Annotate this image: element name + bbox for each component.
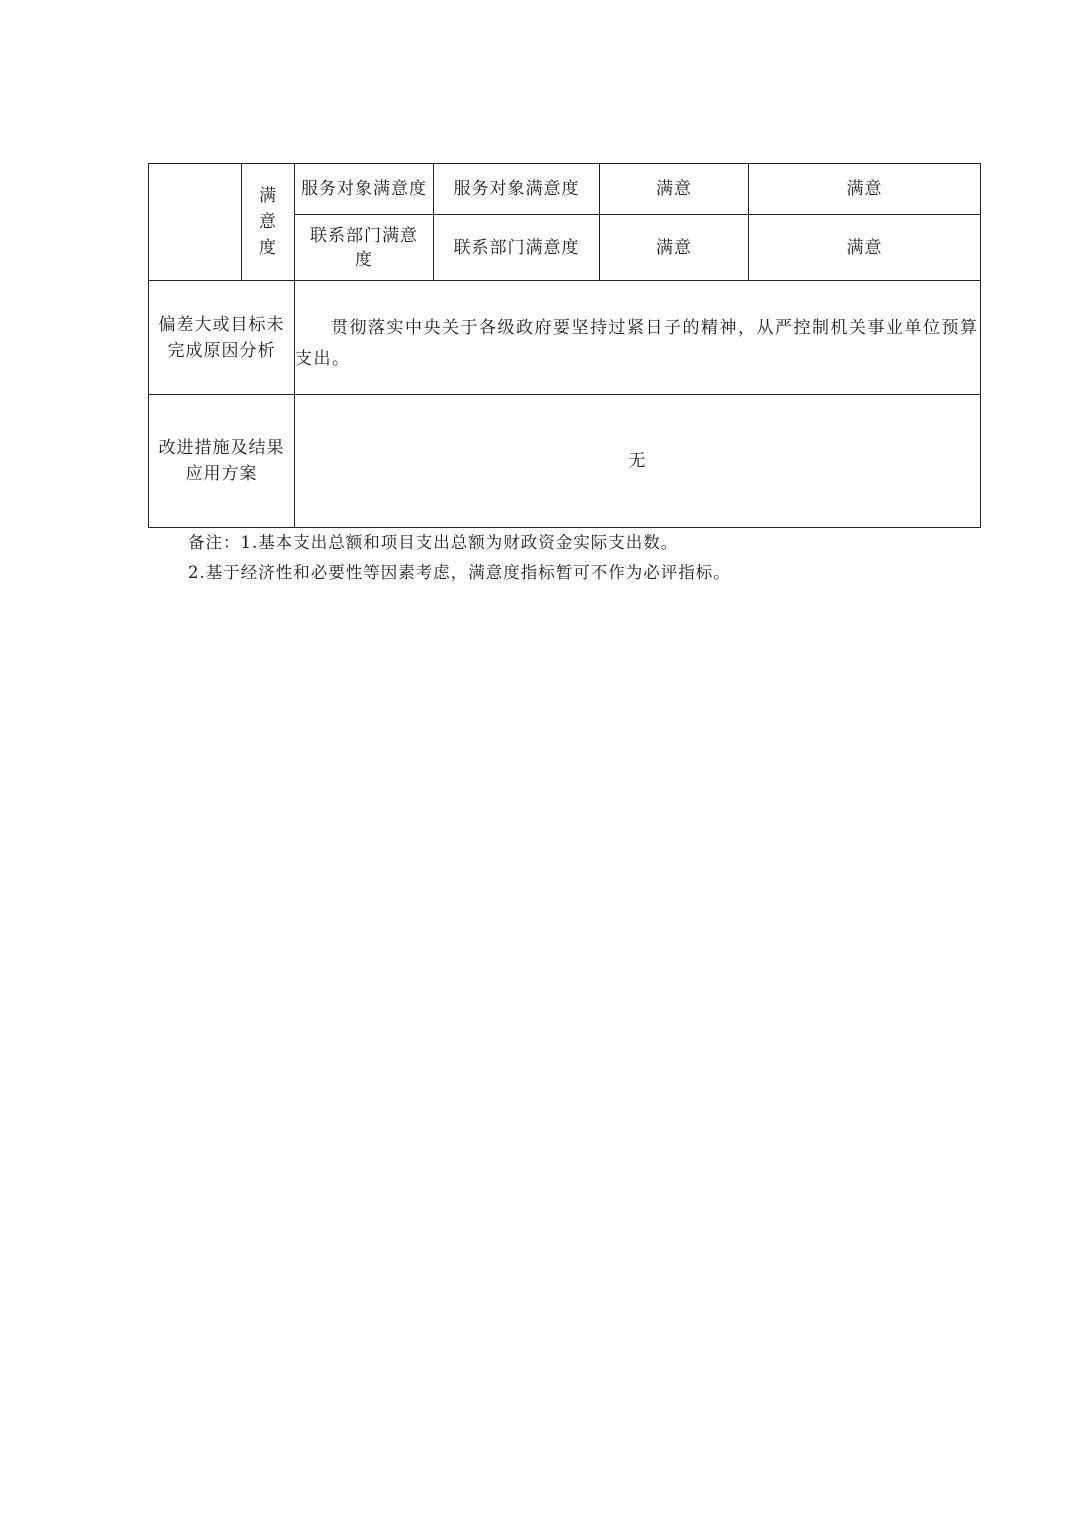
actual-value-cell: 满意: [749, 164, 981, 215]
indicator-name-cell: 联系部门满意度: [295, 215, 434, 281]
improvement-plan-cell: 无: [295, 395, 981, 528]
deviation-label-line: 完成原因分析: [167, 340, 276, 361]
table-row: [149, 164, 981, 215]
note-line: 备注：1.基本支出总额和项目支出总额为财政资金实际支出数。: [188, 533, 679, 552]
indicator-content-cell: 服务对象满意度: [434, 164, 600, 215]
indicator-name-cell: 服务对象满意度: [295, 164, 434, 215]
improvement-row: [149, 395, 981, 528]
actual-value-cell: 满意: [749, 215, 981, 281]
deviation-analysis-cell: [295, 281, 981, 395]
deviation-analysis-text: 贯彻落实中央关于各级政府要坚持过紧日子的精神，从严控制机关事业单位预算支出。: [295, 318, 979, 369]
satisfaction-char: 意: [259, 212, 277, 232]
deviation-label-line: 偏差大或目标未: [158, 314, 285, 335]
indicator-content-cell: 联系部门满意度: [434, 215, 600, 281]
empty-category-cell: [149, 164, 242, 281]
satisfaction-char: 满: [259, 186, 277, 206]
performance-evaluation-table: [148, 163, 981, 528]
deviation-row: [149, 281, 981, 395]
improvement-label-line: 改进措施及结果: [158, 438, 285, 458]
improvement-label-cell: [149, 395, 295, 528]
target-value-cell: 满意: [600, 215, 749, 281]
note-line: 2.基于经济性和必要性等因素考虑，满意度指标暂可不作为必评指标。: [188, 563, 731, 582]
improvement-label-line: 应用方案: [185, 464, 258, 484]
satisfaction-category-cell: [242, 164, 295, 281]
deviation-label-cell: [149, 281, 295, 395]
satisfaction-char: 度: [259, 238, 277, 258]
target-value-cell: 满意: [600, 164, 749, 215]
notes-section: [188, 528, 731, 588]
